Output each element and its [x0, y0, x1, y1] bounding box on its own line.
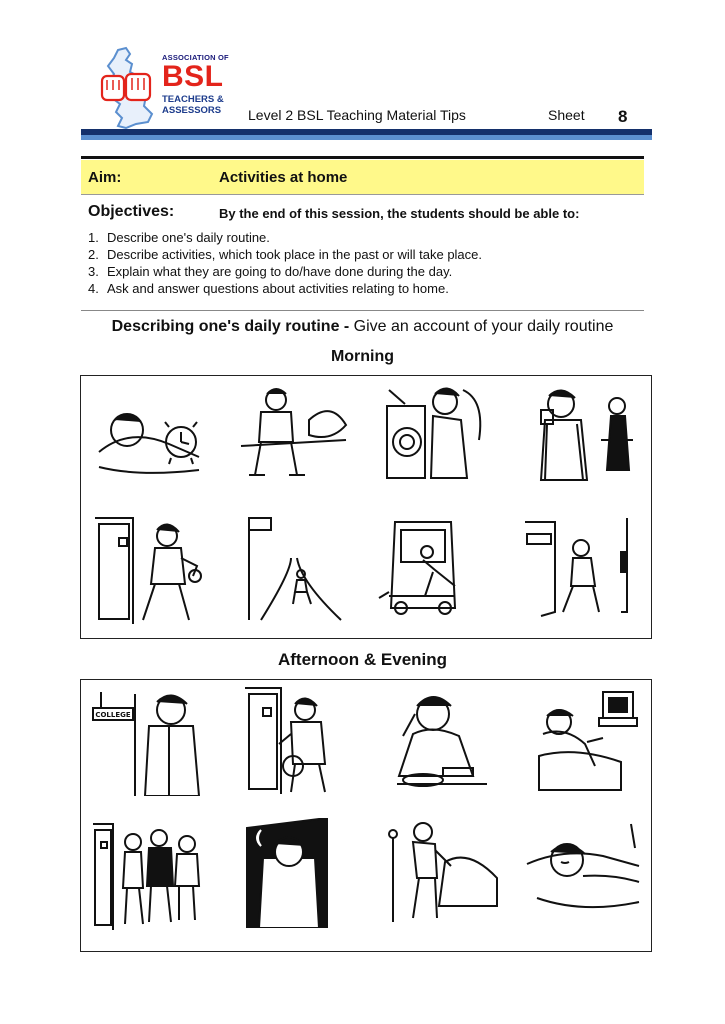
leaving-house-icon [89, 514, 209, 624]
aim-band [81, 160, 644, 195]
objective-number: 2. [88, 247, 99, 262]
aim-label: Aim: [88, 169, 122, 186]
objective-item [88, 229, 482, 246]
afternoon-evening-illustrations-panel [80, 679, 652, 952]
alarm-clock-waking-icon [89, 382, 209, 492]
boarding-bus-icon [375, 512, 495, 622]
association-logo [96, 46, 236, 132]
shower-icon [375, 380, 495, 490]
objectives-label: Objectives: [88, 203, 175, 220]
walking-to-bus-stop-icon [231, 512, 351, 622]
arriving-college-icon [521, 512, 641, 622]
header-rule-light [81, 135, 652, 140]
header-title: Level 2 BSL Teaching Material Tips [248, 107, 466, 123]
sheet-number: 8 [618, 107, 628, 126]
logo-association-text: ASSOCIATION OF [162, 53, 229, 62]
objectives-intro: By the end of this session, the students should be able to: [219, 206, 580, 221]
aim-text: Activities at home [219, 169, 348, 186]
leaving-college-icon [89, 686, 209, 796]
aim-top-rule [81, 156, 644, 159]
objective-text: Describe activities, which took place in the past or will take place. [107, 247, 483, 262]
objective-item [88, 280, 482, 297]
morning-illustrations-panel [80, 375, 652, 639]
logo-teachers-text: TEACHERS & [162, 94, 224, 105]
section-heading-bold: Describing one's daily routine - [111, 318, 350, 335]
getting-into-bed-icon [379, 818, 499, 928]
coming-home-night-icon [233, 818, 353, 928]
section-heading [0, 318, 725, 336]
sheet-label: Sheet [548, 107, 585, 123]
objectives-list [88, 229, 482, 297]
objective-item [88, 263, 482, 280]
arriving-home-icon [231, 684, 351, 794]
objectives-divider [81, 310, 644, 311]
uk-map-hands-icon [96, 46, 162, 132]
watching-tv-icon [525, 686, 645, 796]
going-out-with-friends-icon [89, 820, 209, 930]
objective-number: 1. [88, 230, 99, 245]
college-sign-text: COLLEGE [95, 711, 131, 719]
objective-number: 4. [88, 281, 99, 296]
sleeping-icon [523, 818, 643, 928]
morning-label: Morning [330, 348, 395, 365]
objective-item [88, 246, 482, 263]
objective-text: Describe one's daily routine. [107, 230, 270, 245]
logo-bsl-text: BSL [162, 60, 224, 93]
drinking-coffee-icon [521, 380, 641, 490]
objective-text: Explain what they are going to do/have done during the day. [107, 264, 453, 279]
eating-dinner-icon [377, 684, 497, 794]
logo-assessors-text: ASSESSORS [162, 105, 222, 116]
objective-number: 3. [88, 264, 99, 279]
section-heading-rest: Give an account of your daily routine [349, 318, 614, 335]
objective-text: Ask and answer questions about activities relating to home. [107, 281, 449, 296]
sitting-on-bed-icon [231, 380, 351, 490]
afternoon-evening-label: Afternoon & Evening [277, 650, 448, 669]
